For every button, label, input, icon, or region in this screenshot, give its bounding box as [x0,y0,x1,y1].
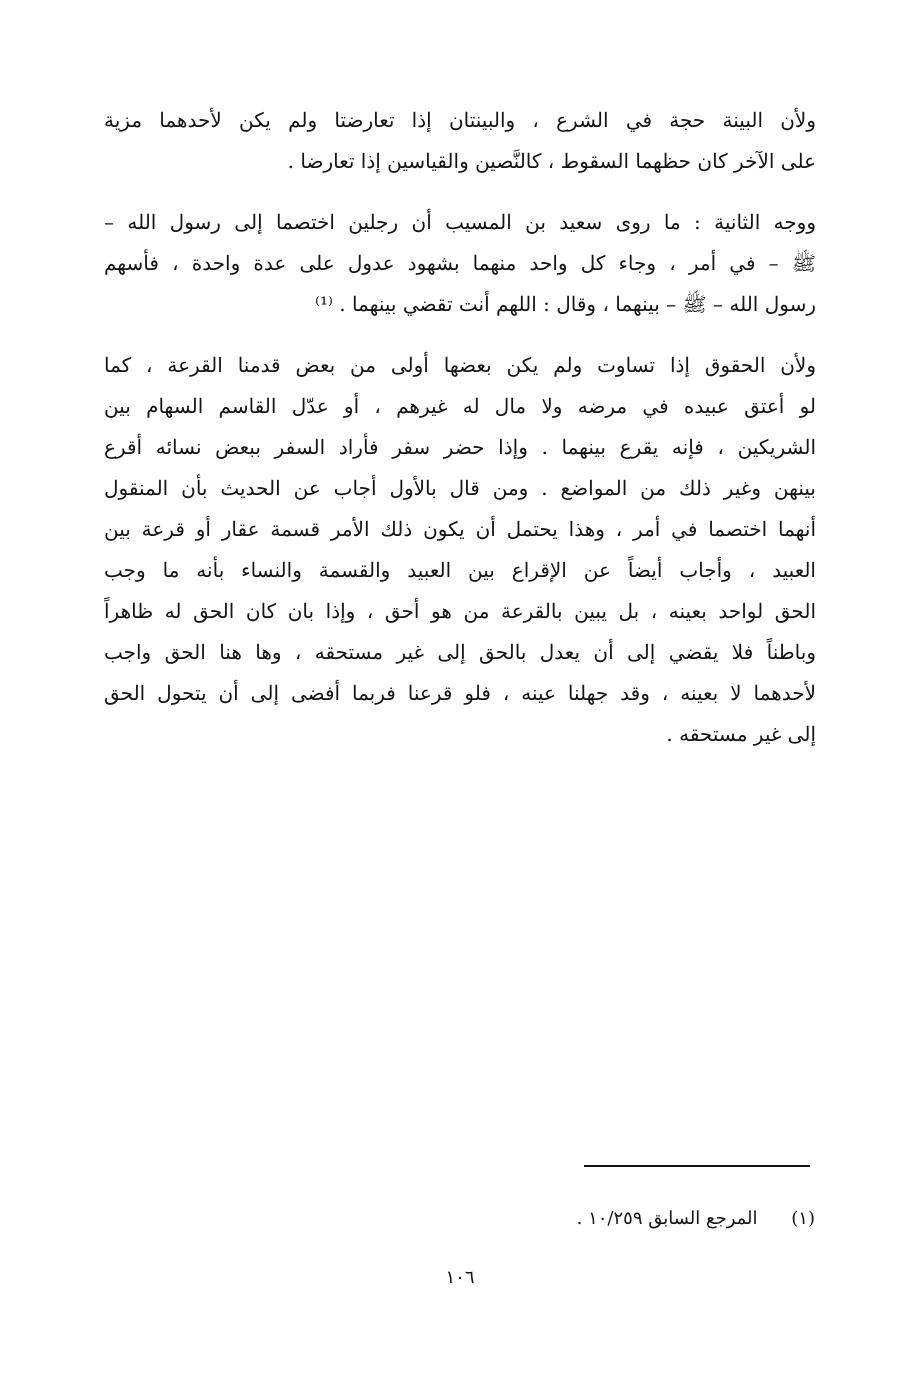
page-number: ١٠٦ [445,1267,475,1288]
body-text [104,100,816,775]
text-line: على الآخر كان حظهما السقوط ، كالنَّصين والقياسين إذا تعارضا . [287,149,816,173]
footnote [415,1205,815,1233]
text-line: إلى غير مستحقه . [666,722,816,746]
text-line: ولأن الحقوق إذا تساوت ولم يكن بعضها أولى من بعض قدمنا القرعة ، كما [104,353,816,377]
text-line: رسول الله – ﷺ – بينهما ، وقال : اللهم أنت تقضي بينهما . ⁽¹⁾ [315,292,816,316]
text-line: الشريكين ، فإنه يقرع بينهما . وإذا حضر سفر فأراد السفر ببعض نسائه أقرع [104,435,816,459]
paragraph-2 [104,202,816,325]
text-line: أنهما اختصما في أمر ، وهذا يحتمل أن يكون ذلك الأمر قسمة عقار أو قرعة بين [104,517,816,541]
text-line: ووجه الثانية : ما روى سعيد بن المسيب أن رجلين اختصما إلى رسول الله – [104,210,816,234]
text-line: ولأن البينة حجة في الشرع ، والبينتان إذا تعارضتا ولم يكن لأحدهما مزية [104,108,816,132]
footnote-text: المرجع السابق ١٠/٢٥٩ . [576,1208,758,1229]
footnote-separator [584,1165,810,1167]
footnote-number: (١) [791,1208,815,1229]
text-line: لو أعتق عبيده في مرضه ولا مال له غيرهم ، أو عدّل القاسم السهام بين [104,394,816,418]
text-line: بينهن وغير ذلك من المواضع . ومن قال بالأول أجاب عن الحديث بأن المنقول [104,476,816,500]
text-line: وباطناً فلا يقضي إلى أن يعدل بالحق إلى غير مستحقه ، وها هنا الحق واجب [104,640,816,664]
paragraph-1 [104,100,816,182]
text-line: لأحدهما لا بعينه ، وقد جهلنا عينه ، فلو قرعنا فربما أفضى إلى أن يتحول الحق [104,681,816,705]
text-line: الحق لواحد بعينه ، بل يبين بالقرعة من هو أحق ، وإذا بان كان الحق له ظاهراً [104,599,816,623]
paragraph-3 [104,345,816,755]
text-line: العبيد ، وأجاب أيضاً عن الإقراع بين العبيد والقسمة والنساء بأنه ما وجب [104,558,816,582]
text-line: ﷺ – في أمر ، وجاء كل واحد منهما بشهود عدول على عدة واحدة ، فأسهم [104,251,816,275]
